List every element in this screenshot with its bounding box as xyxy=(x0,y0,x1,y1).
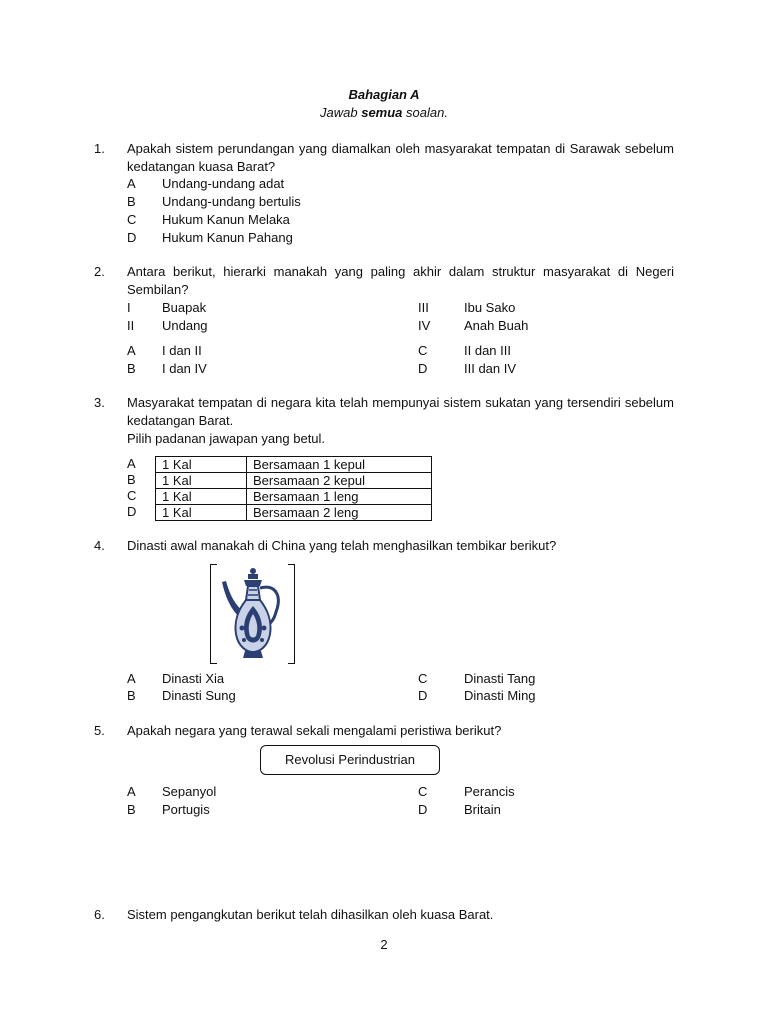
q5-event-box: Revolusi Perindustrian xyxy=(260,745,440,775)
q5-option-letter: D xyxy=(418,802,428,817)
q3-instruction: Pilih padanan jawapan yang betul. xyxy=(127,431,326,446)
q2-option-text: III dan IV xyxy=(464,361,517,376)
q2-item-roman: IV xyxy=(418,318,431,333)
q1-option-letter: D xyxy=(127,230,137,245)
q4-option-letter: D xyxy=(418,688,428,703)
q3-row-letter: B xyxy=(127,472,136,487)
q3-number: 3. xyxy=(94,395,105,410)
page-number: 2 xyxy=(380,937,388,952)
q3-unit-cell: 1 Kal xyxy=(156,489,247,505)
section-title: Bahagian A xyxy=(348,87,420,102)
q4-option-letter: B xyxy=(127,688,136,703)
table-row xyxy=(156,505,432,521)
q4-option-letter: C xyxy=(418,671,428,686)
q3-row-letter: C xyxy=(127,488,137,503)
instruction-bold: semua xyxy=(361,105,403,120)
table-row xyxy=(156,473,432,489)
q5-number: 5. xyxy=(94,723,105,738)
q1-option-text: Hukum Kanun Melaka xyxy=(162,212,290,227)
q3-equiv-cell: Bersamaan 1 kepul xyxy=(247,457,432,473)
q2-item-text: Ibu Sako xyxy=(464,300,516,315)
q2-option-text: II dan III xyxy=(464,343,511,358)
q1-option-text: Undang-undang bertulis xyxy=(162,194,301,209)
q3-unit-cell: 1 Kal xyxy=(156,505,247,521)
q4-option-text: Dinasti Sung xyxy=(162,688,236,703)
q3-equiv-cell: Bersamaan 1 leng xyxy=(247,489,432,505)
q5-option-letter: B xyxy=(127,802,136,817)
q1-option-letter: B xyxy=(127,194,136,209)
q2-text: Antara berikut, hierarki manakah yang paling akhir dalam struktur masyarakat di Negeri Sembilan? xyxy=(127,264,674,297)
q1-text: Apakah sistem perundangan yang diamalkan oleh masyarakat tempatan di Sarawak sebelum kedatangan kuasa Barat? xyxy=(127,141,674,174)
q4-option-text: Dinasti Tang xyxy=(464,671,536,686)
q1-option-text: Undang-undang adat xyxy=(162,176,285,191)
q5-option-letter: C xyxy=(418,784,428,799)
instruction xyxy=(0,104,768,122)
q3-unit-cell: 1 Kal xyxy=(156,473,247,489)
q3-unit-cell: 1 Kal xyxy=(156,457,247,473)
q2-option-letter: C xyxy=(418,343,428,358)
q1-option-text: Hukum Kanun Pahang xyxy=(162,230,293,245)
q2-item-text: Buapak xyxy=(162,300,207,315)
q1-option-letter: A xyxy=(127,176,136,191)
q1-option-letter: C xyxy=(127,212,137,227)
ewer-pottery-image xyxy=(216,566,288,660)
table-row xyxy=(156,457,432,473)
instruction-post: soalan. xyxy=(402,105,448,120)
q1-number: 1. xyxy=(94,141,105,156)
q5-option-text: Portugis xyxy=(162,802,210,817)
q4-option-text: Dinasti Xia xyxy=(162,671,225,686)
q3-equiv-cell: Bersamaan 2 kepul xyxy=(247,473,432,489)
q2-item-text: Undang xyxy=(162,318,208,333)
q5-option-text: Britain xyxy=(464,802,501,817)
q4-text: Dinasti awal manakah di China yang telah menghasilkan tembikar berikut? xyxy=(127,538,557,553)
q2-option-letter: B xyxy=(127,361,136,376)
q2-option-text: I dan IV xyxy=(162,361,207,376)
q3-table xyxy=(155,456,432,521)
q6-number: 6. xyxy=(94,907,105,922)
q2-option-text: I dan II xyxy=(162,343,202,358)
q5-option-text: Perancis xyxy=(464,784,515,799)
q5-text: Apakah negara yang terawal sekali mengalami peristiwa berikut? xyxy=(127,723,502,738)
q2-item-roman: II xyxy=(127,318,135,333)
q3-text: Masyarakat tempatan di negara kita telah mempunyai sistem sukatan yang tersendiri sebelum kedatangan Barat. xyxy=(127,395,674,428)
q2-item-roman: I xyxy=(127,300,131,315)
q2-number: 2. xyxy=(94,264,105,279)
q2-item-text: Anah Buah xyxy=(464,318,529,333)
q3-equiv-cell: Bersamaan 2 leng xyxy=(247,505,432,521)
q3-row-letter: A xyxy=(127,456,136,471)
image-bracket-right xyxy=(288,564,295,664)
q6-text: Sistem pengangkutan berikut telah dihasilkan oleh kuasa Barat. xyxy=(127,907,494,922)
q4-option-text: Dinasti Ming xyxy=(464,688,536,703)
table-row xyxy=(156,489,432,505)
q2-item-roman: III xyxy=(418,300,429,315)
q4-number: 4. xyxy=(94,538,105,553)
instruction-pre: Jawab xyxy=(320,105,362,120)
q2-option-letter: D xyxy=(418,361,428,376)
q3-row-letter: D xyxy=(127,504,137,519)
q5-option-text: Sepanyol xyxy=(162,784,217,799)
q4-option-letter: A xyxy=(127,671,136,686)
q5-option-letter: A xyxy=(127,784,136,799)
q2-option-letter: A xyxy=(127,343,136,358)
